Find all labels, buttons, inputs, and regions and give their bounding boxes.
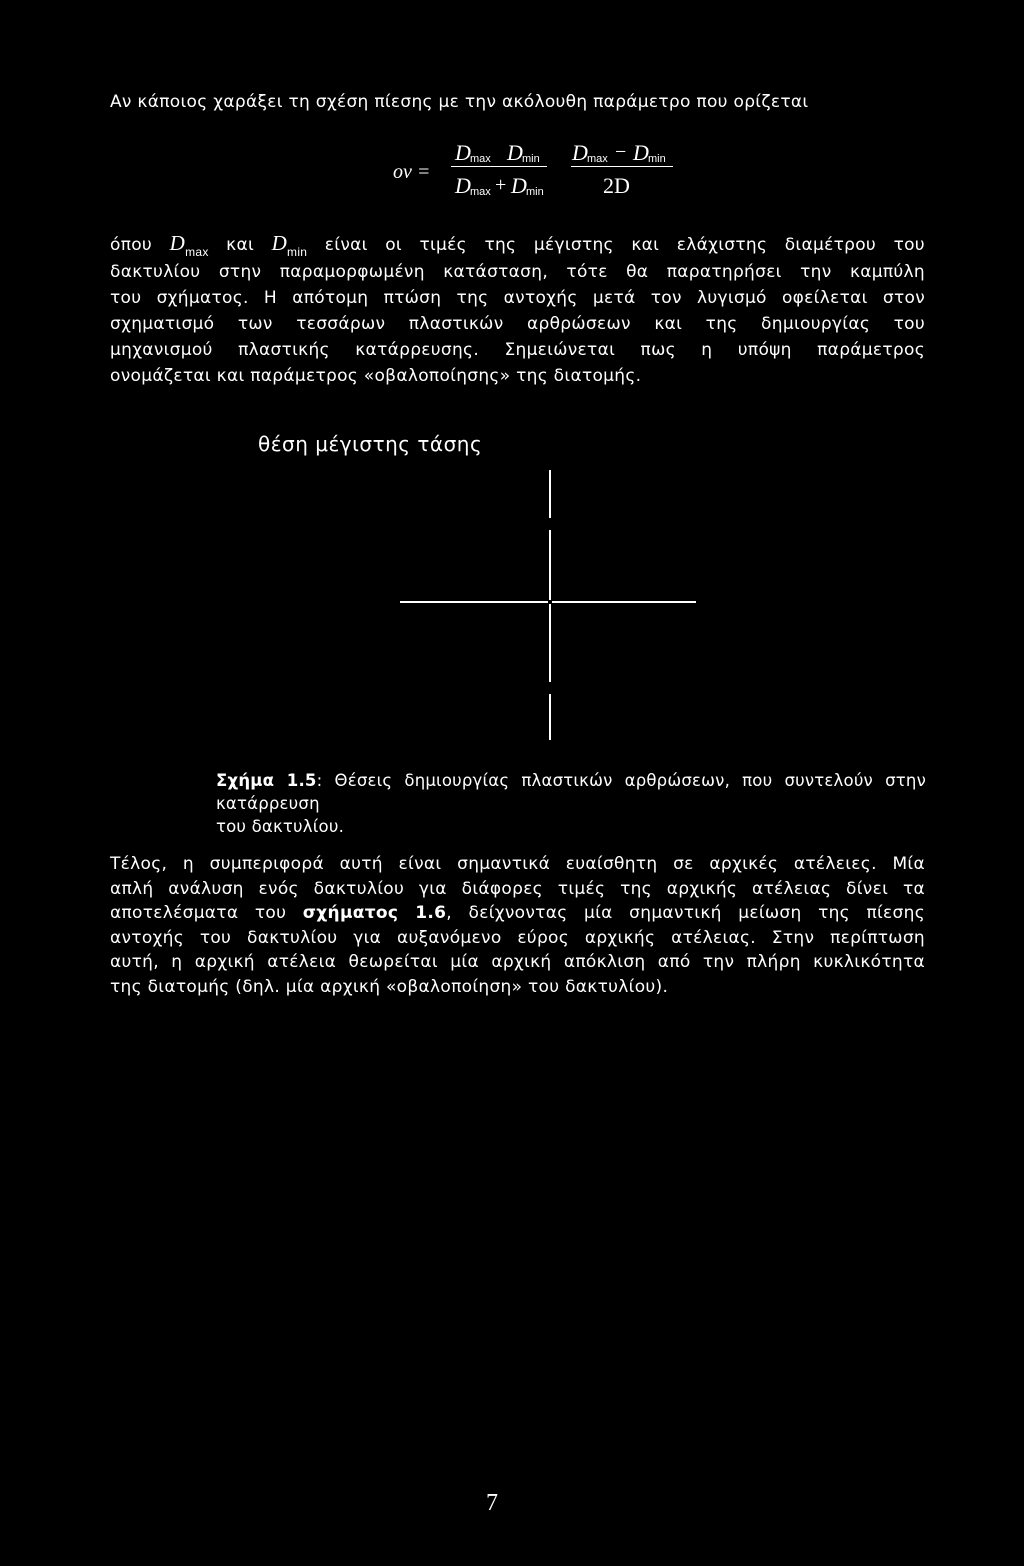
paragraph-1 [110,230,925,389]
figure-reference: σχήματος 1.6 [302,903,447,923]
figure-caption [216,769,926,838]
eq-den1-b: D [511,173,527,198]
eq-num1-a-sub: max [470,153,491,165]
paragraph-2-line-5: αυτή, η αρχική ατέλεια θεωρείται μία αρχική απόκλιση από την πλήρη κυκλικότητα [110,952,925,972]
paragraph-2 [110,852,925,999]
eq-num1-a: D [455,140,471,165]
paragraph-2-line-1: Τέλος, η συμπεριφορά αυτή είναι σημαντικά ευαίσθητη σε αρχικές ατέλειες. Μία [110,854,925,874]
eq-num1-b-sub: min [522,153,540,165]
cross-diagram [390,460,710,750]
paragraph-1-line-4: σχηματισμό των τεσσάρων πλαστικών αρθρώσεων και της δημιουργίας του [110,314,925,334]
caption-text: : Θέσεις δημιουργίας πλαστικών αρθρώσεων, που συντελούν στην κατάρρευση [216,771,926,813]
p2-line3-start: αποτελέσματα του [110,903,287,923]
eq-fraction1-bar [451,166,547,167]
paragraph-2-line-6: της διατομής (δηλ. μία αρχική «οβαλοποίηση» του δακτυλίου). [110,976,669,997]
intro-line: Αν κάποιος χαράξει τη σχέση πίεσης με την ακόλουθη παράμετρο που ορίζεται [110,92,809,112]
eq-den1-b-sub: min [526,186,544,198]
eq-den2: 2D [603,173,630,198]
figure-title: θέση μέγιστης τάσης [258,432,483,456]
p2-line3-end: , δείχνοντας μία σημαντική μείωση της πίεσης [446,903,925,923]
eq-num2-b: D [633,140,649,165]
eq-num2-a: D [572,140,588,165]
eq-fraction2-bar [571,166,673,167]
dmax-subscript: max [185,245,209,259]
paragraph-1-line-3: του σχήματος. Η απότομη πτώση της αντοχής μετά τον λυγισμό οφείλεται στον [110,288,925,308]
caption-label: Σχήμα 1.5 [216,771,317,790]
paragraph-1-line-5: μηχανισμού πλαστικής κατάρρευσης. Σημειώνεται πως η υπόψη παράμετρος [110,340,925,360]
p1-word-kai: και [226,235,255,255]
dmin-symbol: D [271,231,288,255]
p1-line1-rest: είναι οι τιμές της μέγιστης και ελάχιστης διαμέτρου του [324,235,925,255]
paragraph-1-line-1 [110,230,925,259]
page-number: 7 [486,1490,498,1516]
p1-word-opou: όπου [110,235,153,255]
eq-lhs: ov = [393,161,431,183]
dmin-subscript: min [287,245,308,259]
eq-den1-op: + [495,174,507,196]
intro-paragraph [110,90,925,115]
dmax-symbol: D [169,231,186,255]
eq-den1-a-sub: max [470,186,491,198]
paragraph-1-line-6: ονομάζεται και παράμετρος «οβαλοποίησης» της διατομής. [110,366,642,386]
eq-den1-a: D [455,173,471,198]
eq-num2-b-sub: min [648,153,666,165]
ovalization-equation [385,138,685,206]
paragraph-2-line-3 [110,901,925,926]
eq-num2-op: − [615,141,627,163]
eq-num1-b: D [507,140,523,165]
caption-line-2: του δακτυλίου. [216,817,345,836]
paragraph-1-line-2: δακτυλίου στην παραμορφωμένη κατάσταση, τότε θα παρατηρήσει την καμπύλη [110,262,925,282]
paragraph-2-line-2: απλή ανάλυση ενός δακτυλίου για διάφορες τιμές της αρχικής ατέλειας δίνει τα [110,878,925,899]
caption-line-1 [216,769,926,815]
paragraph-2-line-4: αντοχής του δακτυλίου για αυξανόμενο εύρος αρχικής ατέλειας. Στην περίπτωση [110,927,925,948]
eq-num2-a-sub: max [587,153,608,165]
